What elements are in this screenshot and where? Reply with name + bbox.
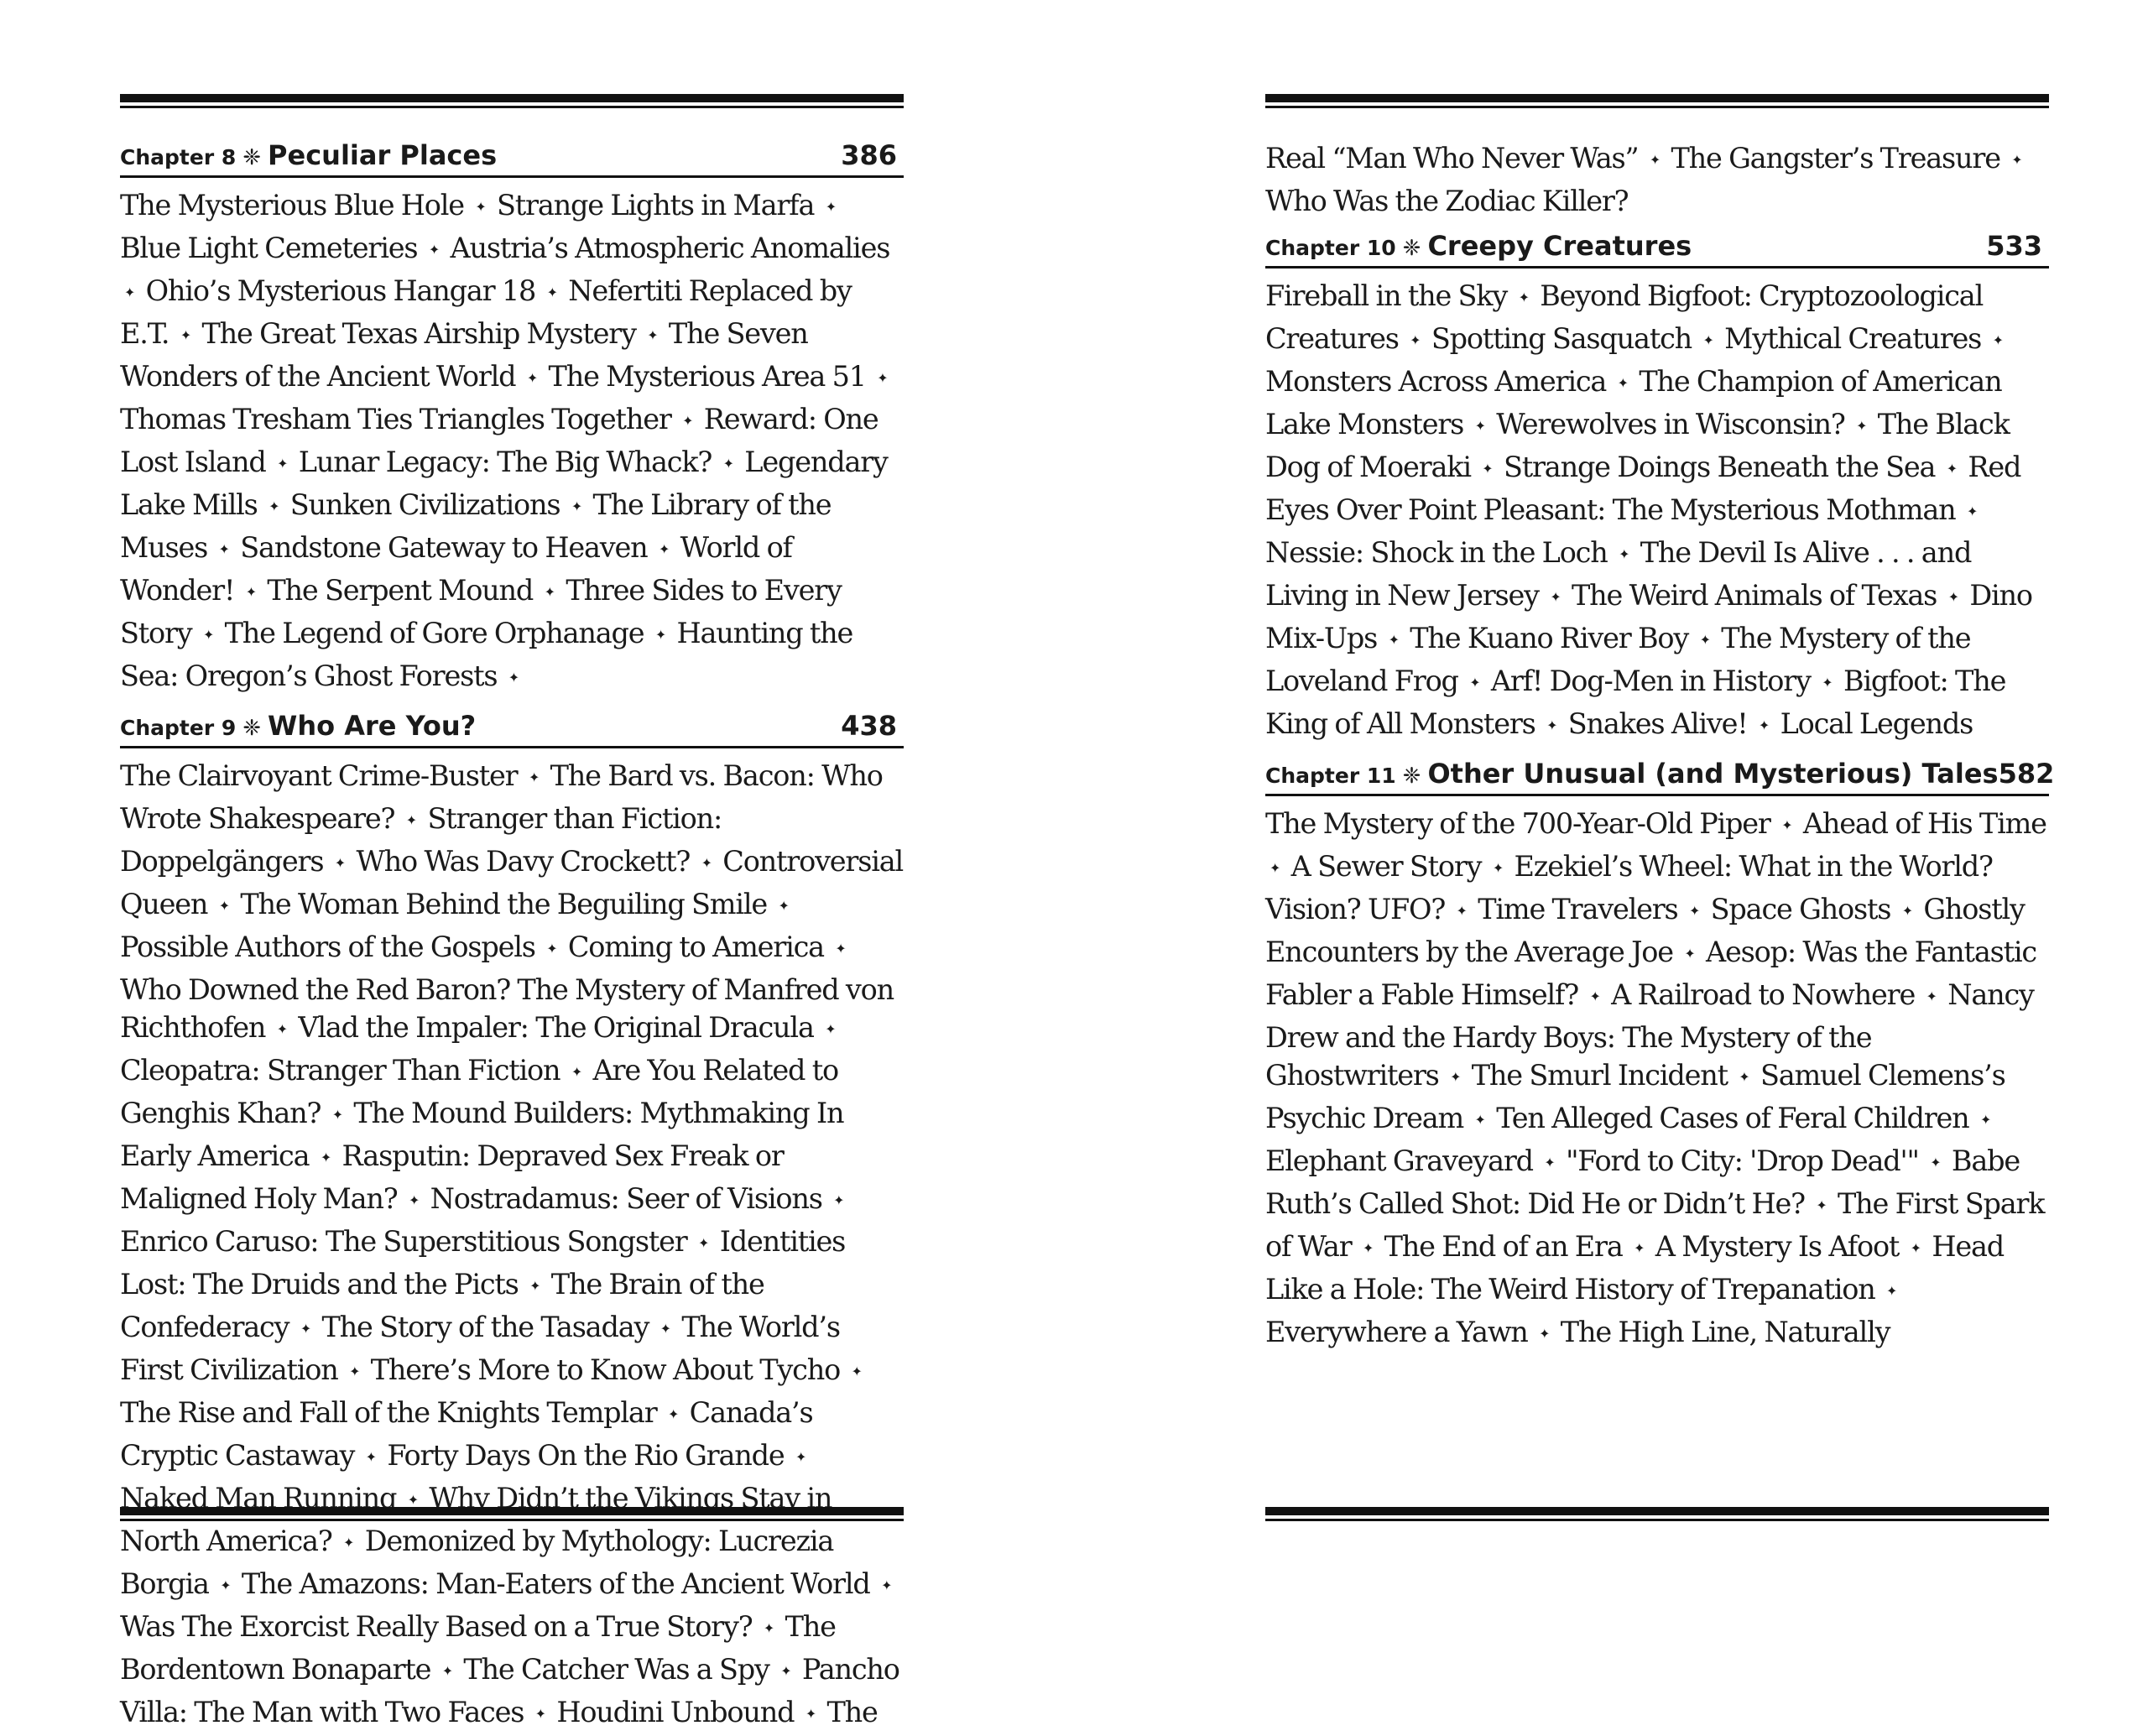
chapter-items (120, 186, 904, 700)
bottom-double-rule (1265, 1507, 2049, 1521)
continued-items (1265, 139, 2049, 220)
chapter-page-number: 533 (1986, 230, 2042, 262)
toc-entry: The (826, 1696, 878, 1728)
diamond-separator-icon: ✦ (1947, 589, 1958, 605)
toc-entry: Babe Ruth’s Called Shot: Did He or Didn’t He? (1265, 1144, 2020, 1220)
diamond-separator-icon: ✦ (881, 1577, 892, 1593)
diamond-separator-icon: ✦ (245, 584, 256, 600)
diamond-separator-icon: ✦ (805, 1706, 816, 1722)
diamond-separator-icon: ✦ (528, 769, 540, 785)
diamond-separator-icon: ✦ (1992, 332, 2003, 348)
toc-entry: Elephant Graveyard (1265, 1144, 1533, 1177)
diamond-separator-icon: ✦ (1910, 1240, 1921, 1256)
toc-entry: The Brain of the Confederacy (120, 1268, 764, 1343)
diamond-separator-icon: ✦ (268, 498, 279, 514)
toc-entry: The High Line, Naturally (1560, 1316, 1890, 1348)
diamond-separator-icon: ✦ (835, 941, 846, 957)
diamond-separator-icon: ✦ (508, 670, 519, 686)
diamond-separator-icon: ✦ (1946, 461, 1957, 477)
chapter-page-number: 582 (1998, 758, 2055, 790)
chapter-title: Creepy Creatures (1427, 230, 1692, 262)
bottom-double-rule (120, 1507, 904, 1521)
toc-entry: Blue Light Cemeteries (120, 232, 418, 264)
chapter-number: Chapter 10 (1265, 236, 1396, 260)
diamond-separator-icon: ✦ (851, 1363, 862, 1379)
diamond-separator-icon: ✦ (218, 898, 229, 914)
toc-entry: Pancho Villa: The Man with Two Faces (120, 1653, 899, 1728)
toc-entry: Are You Related to Genghis Khan? (120, 1054, 838, 1129)
diamond-separator-icon: ✦ (277, 456, 288, 472)
diamond-separator-icon: ✦ (1270, 860, 1280, 876)
diamond-separator-icon: ✦ (544, 584, 555, 600)
diamond-separator-icon: ✦ (534, 1706, 545, 1722)
toc-entry: The Mystery of the 700-Year-Old Piper (1265, 807, 1770, 840)
diamond-separator-icon: ✦ (331, 1107, 342, 1123)
diamond-separator-icon: ✦ (1456, 903, 1467, 919)
toc-entry: The Legend of Gore Orphanage (224, 617, 644, 649)
chapter-page-number: 386 (841, 139, 897, 171)
toc-entry: The First Spark of War (1265, 1187, 2045, 1263)
diamond-separator-icon: ✦ (1482, 461, 1493, 477)
diamond-separator-icon: ✦ (795, 1449, 806, 1465)
toc-entry: Who Was Davy Crockett? (356, 845, 691, 878)
toc-entry: Mythical Creatures (1724, 322, 1982, 355)
toc-entry: Monsters Across America (1265, 365, 1607, 398)
diamond-separator-icon: ✦ (475, 199, 486, 215)
diamond-separator-icon: ✦ (1649, 152, 1661, 168)
toc-entry: The Mysterious Area 51 (548, 360, 866, 393)
toc-entry: Legendary Lake Mills (120, 446, 888, 521)
toc-entry: The Black Dog of Moeraki (1265, 408, 2010, 483)
top-double-rule (1265, 94, 2049, 108)
toc-entry: The Serpent Mound (267, 574, 534, 607)
diamond-separator-icon: ✦ (300, 1321, 311, 1337)
toc-entry: Strange Doings Beneath the Sea (1503, 451, 1936, 483)
diamond-separator-icon: ✦ (1966, 503, 1978, 519)
diamond-separator-icon: ✦ (877, 370, 888, 386)
diamond-separator-icon: ✦ (1469, 675, 1480, 691)
chapter-title: Other Unusual (and Mysterious) Tales (1427, 758, 1999, 790)
diamond-separator-icon: ✦ (1684, 946, 1695, 962)
diamond-separator-icon: ✦ (343, 1535, 354, 1551)
diamond-separator-icon: ✦ (1822, 675, 1833, 691)
diamond-separator-icon: ✦ (1518, 289, 1529, 305)
toc-entry: The Smurl Incident (1471, 1059, 1728, 1092)
top-double-rule (120, 94, 904, 108)
toc-entry: The Amazons: Man-Eaters of the Ancient World (241, 1567, 870, 1600)
diamond-separator-icon: ✦ (722, 456, 733, 472)
diamond-separator-icon: ✦ (682, 413, 693, 429)
toc-entry: A Sewer Story (1290, 850, 1482, 883)
diamond-separator-icon: ✦ (1980, 1112, 1991, 1128)
toc-entry: Canada’s Cryptic Castaway (120, 1396, 813, 1472)
left-page-content (120, 139, 904, 1736)
left-page (120, 91, 904, 1728)
diamond-separator-icon: ✦ (1362, 1240, 1374, 1256)
right-page (1265, 91, 2055, 1525)
toc-entry: Identities Lost: The Druids and the Picts (120, 1225, 846, 1301)
toc-entry: Ezekiel’s Wheel: What in the World? Vision? UFO? (1265, 850, 1993, 925)
diamond-separator-icon: ✦ (220, 1577, 231, 1593)
toc-entry: Why Didn’t the Vikings Stay in North America? (120, 1482, 832, 1557)
diamond-separator-icon: ✦ (365, 1449, 376, 1465)
toc-entry: The Catcher Was a Spy (463, 1653, 769, 1686)
toc-entry: World of Wonder! (120, 531, 792, 607)
diamond-separator-icon: ✦ (320, 1150, 331, 1165)
diamond-separator-icon: ✦ (571, 498, 582, 514)
toc-entry: Nessie: Shock in the Loch (1265, 536, 1608, 569)
toc-entry: Samuel Clemens’s Psychic Dream (1265, 1059, 2005, 1134)
toc-entry: Nefertiti Replaced by E.T. (120, 274, 852, 350)
diamond-separator-icon: ✦ (1550, 589, 1561, 605)
toc-entry: Who Was the Zodiac Killer? (1265, 185, 1629, 217)
toc-entry: Haunting the Sea: Oregon’s Ghost Forests (120, 617, 853, 692)
diamond-separator-icon: ✦ (529, 1278, 540, 1294)
chapter-title: Who Are You? (268, 710, 477, 742)
toc-entry: The Story of the Tasaday (321, 1311, 649, 1343)
toc-entry: Ahead of His Time (1802, 807, 2046, 840)
diamond-separator-icon: ✦ (1758, 717, 1770, 733)
toc-entry: The Woman Behind the Beguiling Smile (240, 888, 768, 920)
toc-entry: Space Ghosts (1710, 893, 1891, 925)
chapter-number: Chapter 9 (120, 716, 237, 740)
diamond-separator-icon: ✦ (571, 1064, 582, 1080)
diamond-separator-icon: ✦ (1474, 418, 1485, 434)
toc-entry: Three Sides to Every Story (120, 574, 842, 649)
diamond-separator-icon: ✦ (1886, 1283, 1897, 1299)
toc-entry: Snakes Alive! (1567, 707, 1748, 740)
diamond-separator-icon: ✦ (546, 284, 557, 300)
toc-entry: The Clairvoyant Crime-Buster (120, 759, 518, 792)
toc-entry: The Bordentown Bonaparte (120, 1610, 836, 1686)
toc-entry: The Rise and Fall of the Knights Templar (120, 1396, 657, 1429)
toc-entry: The End of an Era (1384, 1230, 1623, 1263)
toc-entry: A Railroad to Nowhere (1611, 978, 1916, 1011)
diamond-separator-icon: ✦ (698, 1235, 709, 1251)
toc-entry: Coming to America (567, 931, 824, 963)
chapter-title: Peculiar Places (268, 139, 498, 171)
toc-entry: Reward: One Lost Island (120, 403, 878, 478)
diamond-separator-icon: ✦ (825, 199, 836, 215)
toc-entry: Werewolves in Wisconsin? (1496, 408, 1845, 441)
diamond-separator-icon: ✦ (654, 627, 666, 643)
diamond-separator-icon: ✦ (1901, 903, 1912, 919)
diamond-separator-icon: ✦ (1388, 632, 1399, 648)
toc-entry: Stranger than Fiction: Doppelgängers (120, 802, 722, 878)
toc-entry: The Bard vs. Bacon: Who Wrote Shakespeare? (120, 759, 883, 835)
diamond-separator-icon: ✦ (1492, 860, 1504, 876)
toc-entry: The Devil Is Alive . . . and Living in New Jersey (1265, 536, 1972, 612)
toc-entry: Who Downed the Red Baron? The Mystery of Manfred von Richthofen (120, 973, 894, 1044)
diamond-separator-icon: ✦ (667, 1406, 679, 1422)
ornament-icon: ❈ (1402, 764, 1421, 789)
toc-entry: The Mysterious Blue Hole (120, 189, 464, 222)
chapter-heading (1265, 230, 2049, 268)
toc-entry: The Champion of American Lake Monsters (1265, 365, 2002, 441)
diamond-separator-icon: ✦ (1617, 375, 1628, 391)
toc-entry: Dino Mix-Ups (1265, 579, 2032, 654)
diamond-separator-icon: ✦ (441, 1663, 452, 1679)
diamond-separator-icon: ✦ (660, 1321, 670, 1337)
chapter-items (1265, 277, 2049, 748)
toc-entry: Arf! Dog-Men in History (1490, 665, 1811, 697)
toc-entry: Forty Days On the Rio Grande (387, 1439, 785, 1472)
toc-entry: The Mystery of the Loveland Frog (1265, 622, 1971, 697)
diamond-separator-icon: ✦ (778, 898, 789, 914)
diamond-separator-icon: ✦ (1739, 1069, 1749, 1085)
diamond-separator-icon: ✦ (1699, 632, 1710, 648)
diamond-separator-icon: ✦ (647, 327, 658, 343)
toc-entry: A Mystery Is Afoot (1655, 1230, 1900, 1263)
toc-entry: The Weird Animals of Texas (1572, 579, 1937, 612)
diamond-separator-icon: ✦ (428, 242, 440, 258)
diamond-separator-icon: ✦ (349, 1363, 360, 1379)
chapter-heading (120, 710, 904, 748)
toc-entry: Strange Lights in Marfa (497, 189, 815, 222)
diamond-separator-icon: ✦ (1930, 1155, 1941, 1170)
diamond-separator-icon: ✦ (180, 327, 191, 343)
toc-entry: "Ford to City: 'Drop Dead'" (1566, 1144, 1919, 1177)
toc-entry: Red Eyes Over Point Pleasant: The Mysterious Mothman (1265, 451, 2021, 526)
toc-entry: Cleopatra: Stranger Than Fiction (120, 1054, 560, 1087)
toc-entry: Lunar Legacy: The Big Whack? (298, 446, 712, 478)
toc-entry: Beyond Bigfoot: Cryptozoological Creatures (1265, 279, 1984, 355)
toc-entry: The Mound Builders: Mythmaking In Early America (120, 1097, 844, 1172)
diamond-separator-icon: ✦ (1702, 332, 1713, 348)
toc-entry: Ohio’s Mysterious Hangar 18 (145, 274, 536, 307)
toc-entry: Sunken Civilizations (289, 488, 560, 521)
diamond-separator-icon: ✦ (1856, 418, 1867, 434)
diamond-separator-icon: ✦ (405, 812, 416, 828)
toc-entry: Real “Man Who Never Was” (1265, 142, 1639, 175)
diamond-separator-icon: ✦ (1781, 817, 1792, 833)
diamond-separator-icon: ✦ (546, 941, 557, 957)
diamond-separator-icon: ✦ (825, 1021, 836, 1037)
diamond-separator-icon: ✦ (1474, 1112, 1485, 1128)
chapter-number: Chapter 8 (120, 145, 237, 169)
toc-entry: Controversial Queen (120, 845, 904, 920)
toc-entry: Houdini Unbound (556, 1696, 795, 1728)
toc-entry: Austria’s Atmospheric Anomalies (450, 232, 890, 264)
diamond-separator-icon: ✦ (1689, 903, 1700, 919)
diamond-separator-icon: ✦ (276, 1021, 287, 1037)
toc-entry: Was The Exorcist Really Based on a True Story? (120, 1610, 753, 1643)
diamond-separator-icon: ✦ (1816, 1197, 1827, 1213)
toc-entry: The Gangster’s Treasure (1671, 142, 2000, 175)
diamond-separator-icon: ✦ (408, 1192, 420, 1208)
chapter-items (1265, 805, 2049, 1356)
ornament-icon: ❈ (242, 716, 262, 741)
toc-entry: Local Legends (1780, 707, 1973, 740)
toc-entry: The World’s First Civilization (120, 1311, 840, 1386)
toc-entry: Nancy Drew and the Hardy Boys: The Mystery of the Ghostwriters (1265, 978, 2034, 1092)
diamond-separator-icon: ✦ (202, 627, 214, 643)
toc-entry: There’s More to Know About Tycho (370, 1353, 841, 1386)
toc-entry: Nostradamus: Seer of Visions (430, 1182, 822, 1215)
toc-entry: Head Like a Hole: The Weird History of Trepanation (1265, 1230, 2004, 1306)
diamond-separator-icon: ✦ (1926, 988, 1937, 1004)
diamond-separator-icon: ✦ (780, 1663, 791, 1679)
diamond-separator-icon: ✦ (1539, 1326, 1550, 1342)
toc-entry: The Library of the Muses (120, 488, 832, 564)
diamond-separator-icon: ✦ (833, 1192, 844, 1208)
toc-entry: The Kuano River Boy (1410, 622, 1689, 654)
diamond-separator-icon: ✦ (763, 1620, 774, 1636)
diamond-separator-icon: ✦ (1619, 546, 1629, 562)
right-page-content (1265, 139, 2055, 1356)
chapter-page-number: 438 (841, 710, 897, 742)
toc-entry: Bigfoot: The King of All Monsters (1265, 665, 2006, 740)
toc-entry: The Seven Wonders of the Ancient World (120, 317, 808, 393)
toc-entry: Time Travelers (1478, 893, 1678, 925)
toc-entry: Aesop: Was the Fantastic Fabler a Fable Himself? (1265, 936, 2036, 1011)
toc-entry: Vlad the Impaler: The Original Dracula (298, 1011, 814, 1044)
toc-entry: Enrico Caruso: The Superstitious Songster (120, 1225, 687, 1258)
toc-entry: Ten Alleged Cases of Feral Children (1496, 1102, 1969, 1134)
diamond-separator-icon: ✦ (2011, 152, 2022, 168)
diamond-separator-icon: ✦ (218, 541, 229, 557)
toc-entry: Spotting Sasquatch (1431, 322, 1692, 355)
toc-entry: The Great Texas Airship Mystery (201, 317, 636, 350)
diamond-separator-icon: ✦ (1634, 1240, 1645, 1256)
diamond-separator-icon: ✦ (1450, 1069, 1461, 1085)
toc-entry: Sandstone Gateway to Heaven (240, 531, 648, 564)
toc-entry: Naked Man Running (120, 1482, 397, 1514)
toc-entry: Rasputin: Depraved Sex Freak or Maligned Holy Man? (120, 1139, 784, 1215)
toc-entry: Fireball in the Sky (1265, 279, 1508, 312)
toc-entry: Possible Authors of the Gospels (120, 931, 535, 963)
chapter-number: Chapter 11 (1265, 764, 1396, 788)
toc-entry: Demonized by Mythology: Lucrezia Borgia (120, 1525, 834, 1600)
chapter-items (120, 757, 904, 1736)
diamond-separator-icon: ✦ (701, 855, 712, 871)
diamond-separator-icon: ✦ (407, 1492, 418, 1508)
diamond-separator-icon: ✦ (334, 855, 345, 871)
toc-entry: Everywhere a Yawn (1265, 1316, 1528, 1348)
diamond-separator-icon: ✦ (1546, 717, 1557, 733)
diamond-separator-icon: ✦ (1589, 988, 1600, 1004)
diamond-separator-icon: ✦ (1410, 332, 1421, 348)
chapter-heading (120, 139, 904, 178)
diamond-separator-icon: ✦ (1544, 1155, 1555, 1170)
ornament-icon: ❈ (1402, 236, 1421, 261)
toc-entry: Ghostly Encounters by the Average Joe (1265, 893, 2025, 968)
ornament-icon: ❈ (242, 145, 262, 170)
toc-entry: Thomas Tresham Ties Triangles Together (120, 403, 671, 435)
diamond-separator-icon: ✦ (526, 370, 538, 386)
chapter-heading (1265, 758, 2055, 796)
diamond-separator-icon: ✦ (124, 284, 135, 300)
diamond-separator-icon: ✦ (658, 541, 670, 557)
